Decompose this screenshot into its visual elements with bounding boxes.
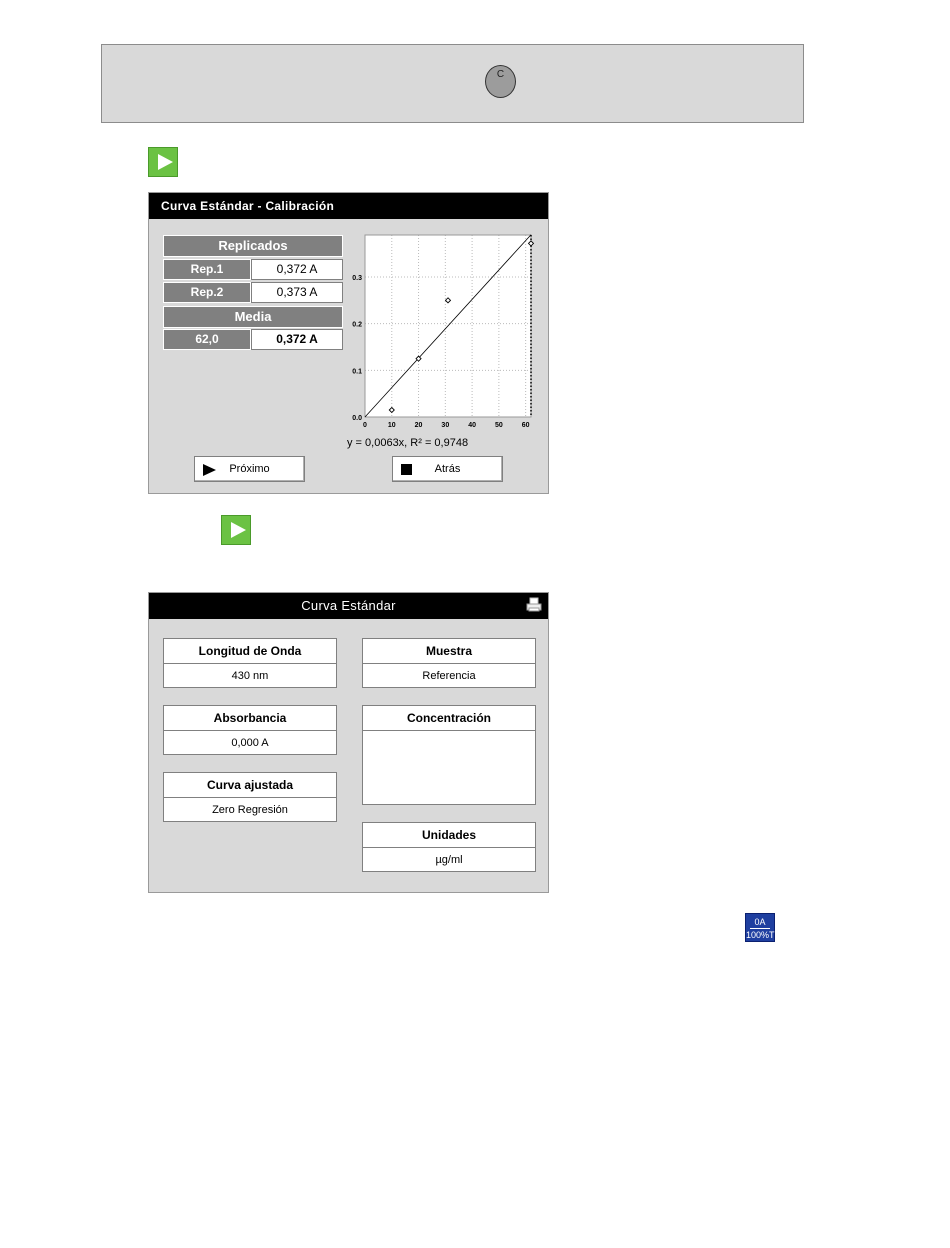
x-tick-label: 30 (441, 422, 450, 429)
rep2-label: Rep.2 (163, 282, 251, 303)
x-tick-label: 60 (521, 422, 530, 429)
units-value: µg/ml (362, 848, 536, 872)
mean-value: 0,372 A (251, 329, 343, 350)
calibration-title: Curva Estándar - Calibración (149, 193, 548, 219)
x-tick-label: 50 (494, 422, 503, 429)
rep1-value: 0,372 A (251, 259, 343, 280)
x-tick-label: 20 (414, 422, 423, 429)
concentration-value (362, 731, 536, 805)
units-label: Unidades (362, 822, 536, 848)
y-tick-label: 0.0 (352, 415, 362, 422)
absorbance-label: Absorbancia (163, 705, 337, 731)
fitted-curve-label: Curva ajustada (163, 772, 337, 798)
back-button[interactable]: Atrás (392, 456, 503, 482)
mean-header: Media (163, 306, 343, 328)
absorbance-value: 0,000 A (163, 731, 337, 755)
knob-icon[interactable]: C (485, 65, 516, 98)
rep1-label: Rep.1 (163, 259, 251, 280)
calibration-chart (345, 231, 545, 431)
instrument-panel (101, 44, 804, 123)
mean-label: 62,0 (163, 329, 251, 350)
next-button[interactable]: Próximo (194, 456, 305, 482)
y-tick-label: 0.1 (352, 368, 362, 376)
y-tick-label: 0.2 (352, 321, 362, 329)
concentration-label: Concentración (362, 705, 536, 731)
rep2-value: 0,373 A (251, 282, 343, 303)
standard-curve-panel (148, 592, 549, 893)
wavelength-value: 430 nm (163, 664, 337, 688)
sample-label: Muestra (362, 638, 536, 664)
replicates-header: Replicados (163, 235, 343, 257)
printer-icon[interactable] (526, 597, 542, 613)
regression-equation: y = 0,0063x, R² = 0,9748 (347, 437, 469, 449)
play-icon[interactable] (148, 147, 178, 177)
fitted-curve-value: Zero Regresión (163, 798, 337, 822)
wavelength-label: Longitud de Onda (163, 638, 337, 664)
x-tick-label: 0 (363, 422, 367, 429)
y-tick-label: 0.3 (352, 275, 362, 282)
standard-curve-title: Curva Estándar (149, 593, 548, 619)
zero-absorbance-icon[interactable]: 0A 100%T (745, 913, 775, 942)
play-icon[interactable] (221, 515, 251, 545)
x-tick-label: 40 (468, 422, 476, 429)
calibration-panel (148, 192, 549, 494)
sample-value: Referencia (362, 664, 536, 688)
x-tick-label: 10 (387, 422, 396, 429)
